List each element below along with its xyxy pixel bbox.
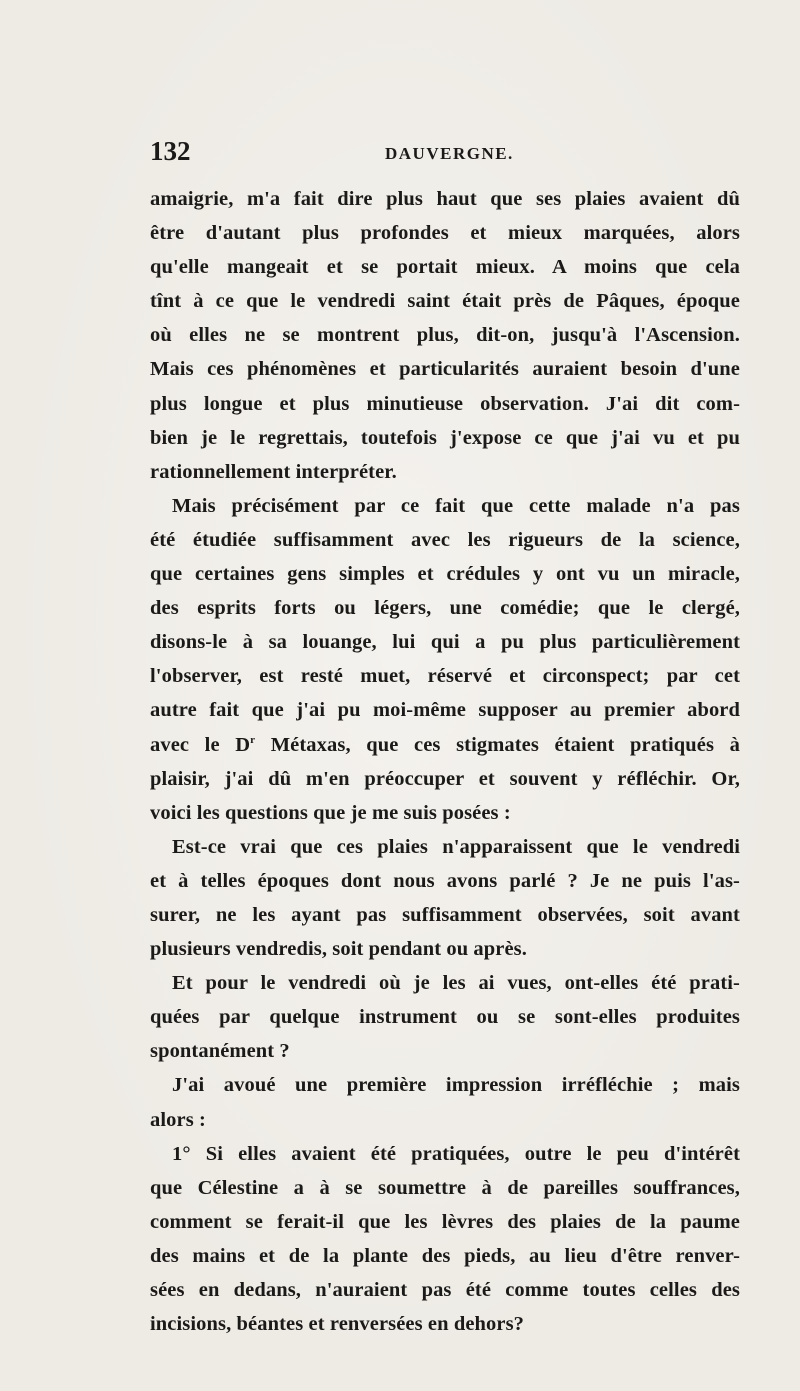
text-line: qu'elle mangeait et se portait mieux. A moins que cela [150, 256, 740, 279]
text-line: que certaines gens simples et crédules y ont vu un miracle, [150, 563, 740, 586]
text-line: Mais ces phénomènes et particularités auraient besoin d'une [150, 358, 740, 381]
text-line: Et pour le vendredi où je les ai vues, ont-elles été prati- [172, 972, 740, 995]
text-line: 1° Si elles avaient été pratiquées, outre le peu d'intérêt [172, 1142, 740, 1165]
text-line: que Célestine a à se soumettre à de pareilles souffrances, [150, 1176, 740, 1199]
text-line: comment se ferait-il que les lèvres des plaies de la paume [150, 1210, 740, 1233]
text-line: J'ai avoué une première impression irréfléchie ; mais [172, 1074, 740, 1097]
text-line: voici les questions que je me suis posées : [150, 801, 511, 824]
text-line: l'observer, est resté muet, réservé et circonspect; par cet [150, 665, 740, 688]
text-line: tînt à ce que le vendredi saint était près de Pâques, époque [150, 290, 740, 313]
body-text [150, 182, 740, 1341]
text-line: surer, ne les ayant pas suffisamment observées, soit avant [150, 903, 740, 926]
text-line: Est-ce vrai que ces plaies n'apparaissent que le vendredi [172, 835, 740, 858]
text-line: autre fait que j'ai pu moi-même supposer au premier abord [150, 699, 740, 722]
text-line: Mais précisément par ce fait que cette malade n'a pas [172, 494, 740, 517]
text-line: alors : [150, 1108, 206, 1131]
text-line: plusieurs vendredis, soit pendant ou après. [150, 938, 527, 961]
text-line: été étudiée suffisamment avec les rigueurs de la science, [150, 528, 740, 551]
text-line: rationnellement interpréter. [150, 460, 397, 483]
text-line: être d'autant plus profondes et mieux marquées, alors [150, 222, 740, 245]
text-line: disons-le à sa louange, lui qui a pu plus particulièrement [150, 631, 740, 654]
text-line: spontanément ? [150, 1040, 290, 1063]
text-line: et à telles époques dont nous avons parlé ? Je ne puis l'as- [150, 869, 740, 892]
text-line: des mains et de la plante des pieds, au lieu d'être renver- [150, 1244, 740, 1267]
text-line: incisions, béantes et renversées en dehors? [150, 1313, 525, 1336]
text-line: plaisir, j'ai dû m'en préoccuper et souvent y réfléchir. Or, [150, 767, 740, 790]
text-line: plus longue et plus minutieuse observation. J'ai dit com- [150, 392, 740, 415]
text-line: des esprits forts ou légers, une comédie; que le clergé, [150, 597, 740, 620]
text-line: sées en dedans, n'auraient pas été comme toutes celles des [150, 1279, 740, 1301]
page-header [150, 136, 740, 172]
text-line: quées par quelque instrument ou se sont-elles produites [150, 1006, 740, 1029]
text-line: où elles ne se montrent plus, dit-on, jusqu'à l'Ascension. [150, 324, 740, 347]
superscript: r [250, 733, 256, 746]
text-segment: Métaxas, que ces stigmates étaient pratiqués à [255, 733, 741, 756]
text-line: amaigrie, m'a fait dire plus haut que ses plaies avaient dû [150, 188, 740, 210]
page-number: 132 [150, 136, 191, 166]
running-head: DAUVERGNE. [385, 144, 514, 163]
text-segment: avec le D [150, 733, 251, 756]
text-line [150, 728, 740, 762]
text-line: bien je le regrettais, toutefois j'expose ce que j'ai vu et pu [150, 426, 740, 449]
